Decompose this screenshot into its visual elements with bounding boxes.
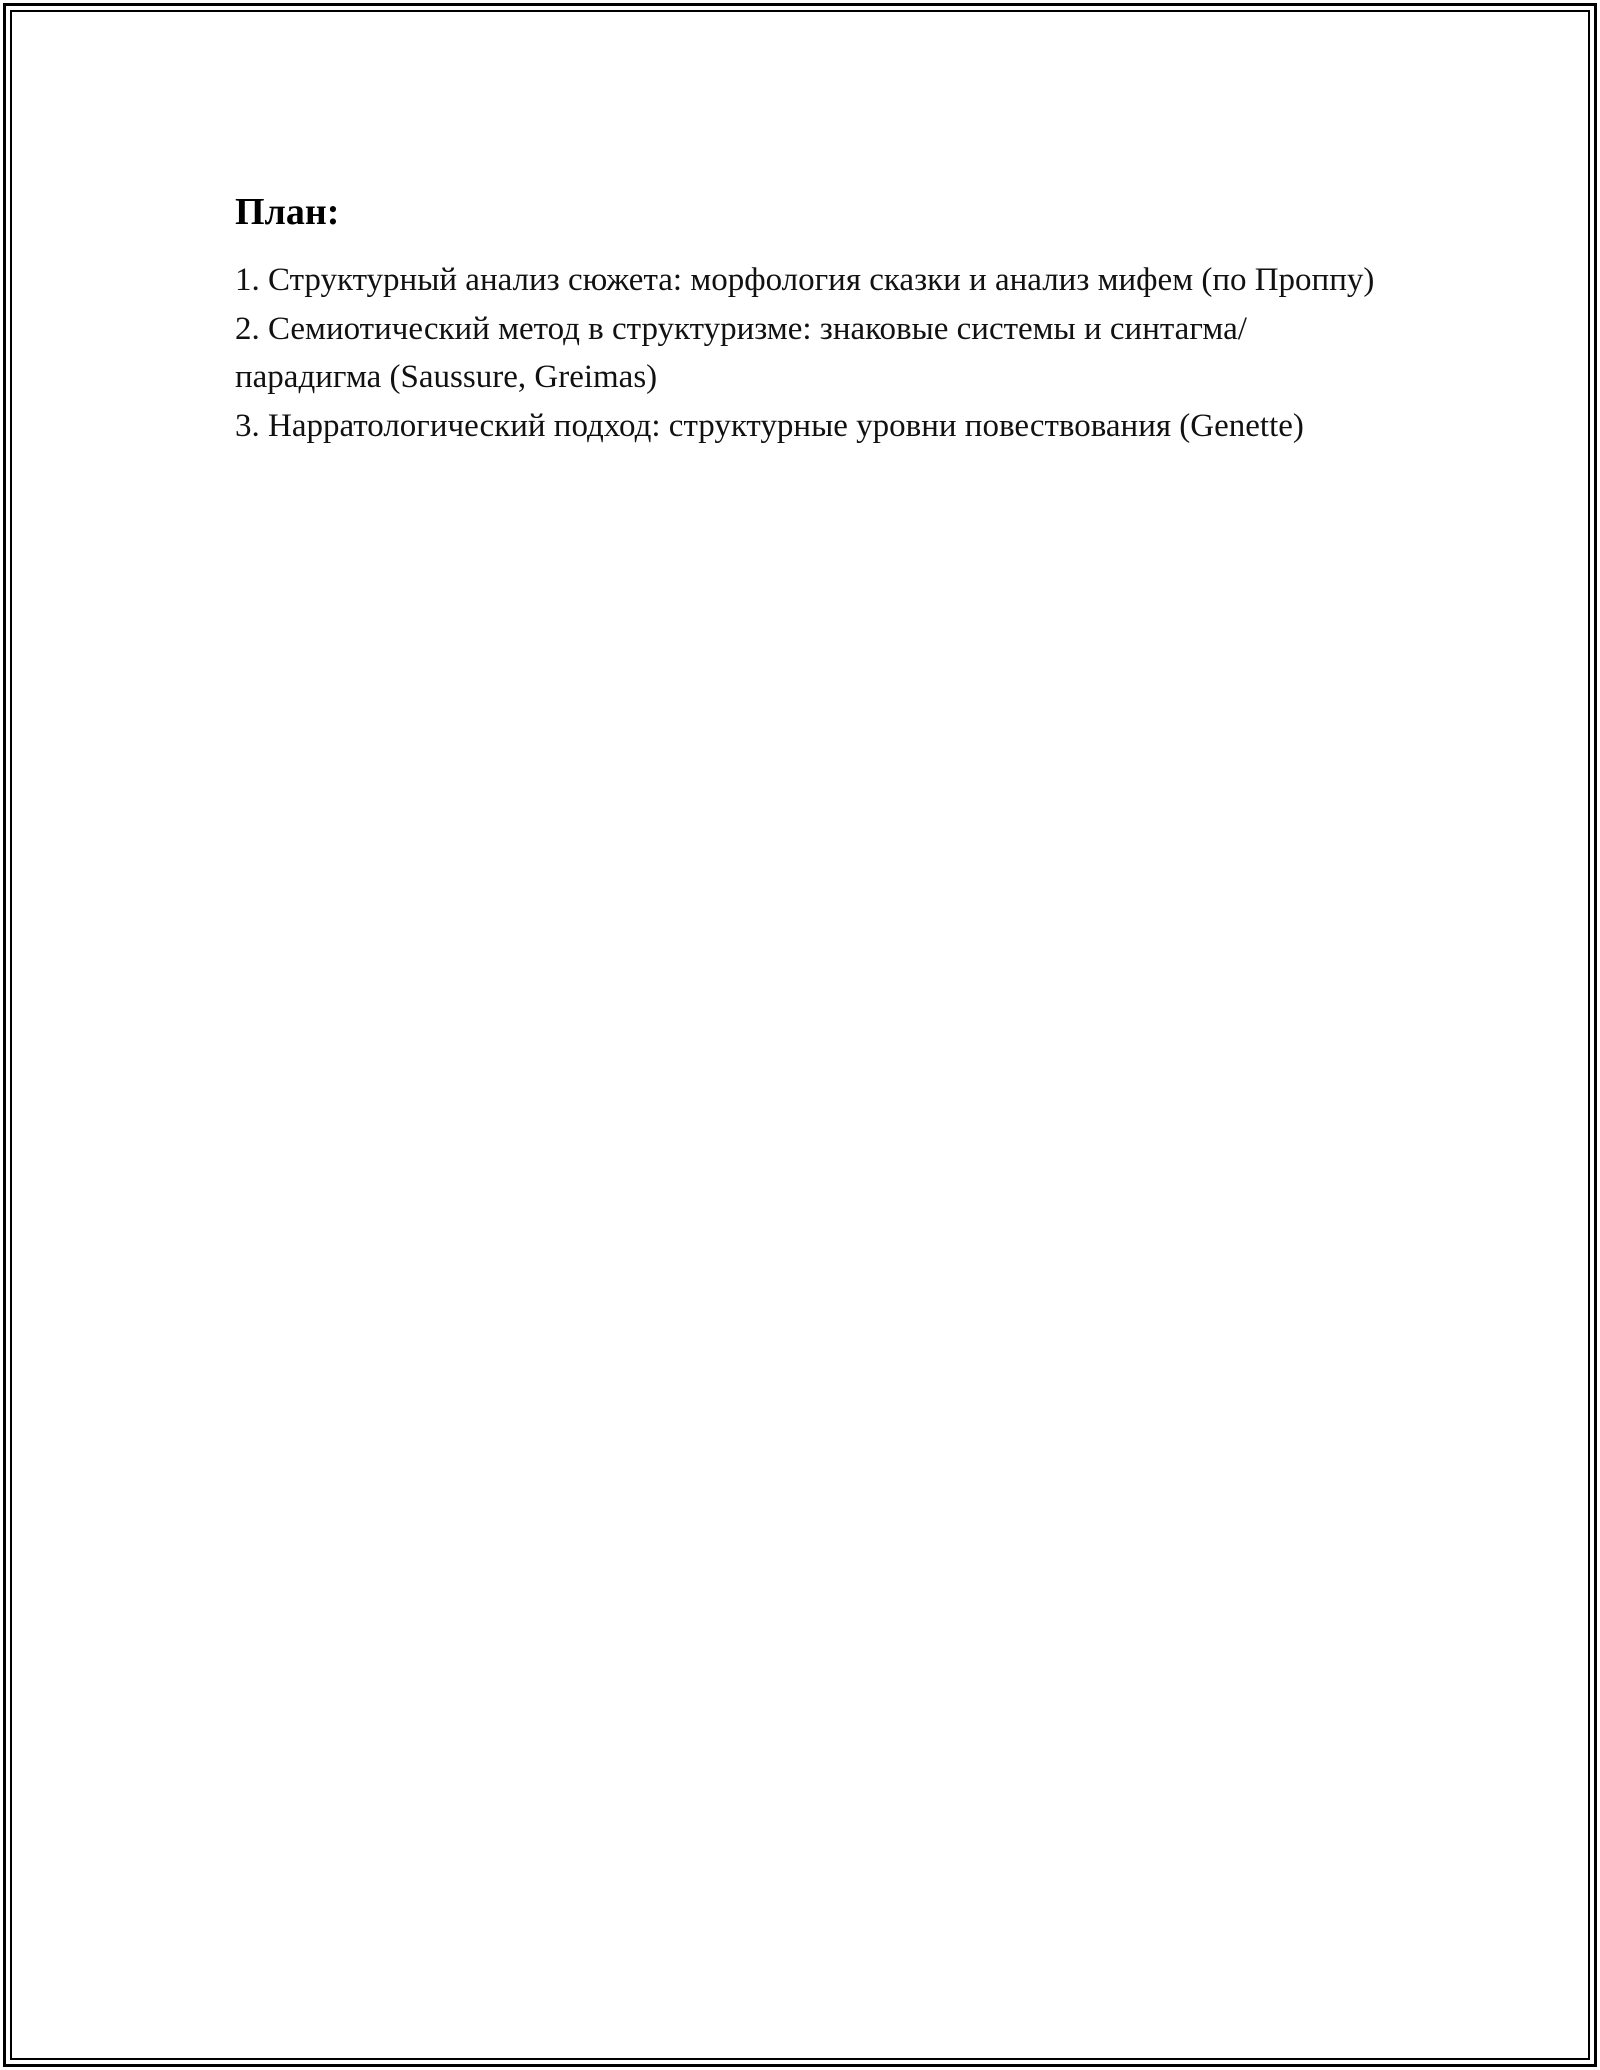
plan-item-1: 1. Структурный анализ сюжета: морфология сказки и анализ мифем (по Проппу) (235, 262, 1375, 298)
plan-item-3: 3. Нарратологический подход: структурные уровни повествования (Genette) (235, 407, 1304, 444)
page-content (235, 186, 1385, 450)
plan-title: План: (235, 191, 340, 233)
plan-list (235, 256, 1385, 450)
plan-item-2: 2. Семиотический метод в структуризме: знаковые системы и синтагма/парадигма (Saussure, Greimas) (235, 310, 1247, 395)
